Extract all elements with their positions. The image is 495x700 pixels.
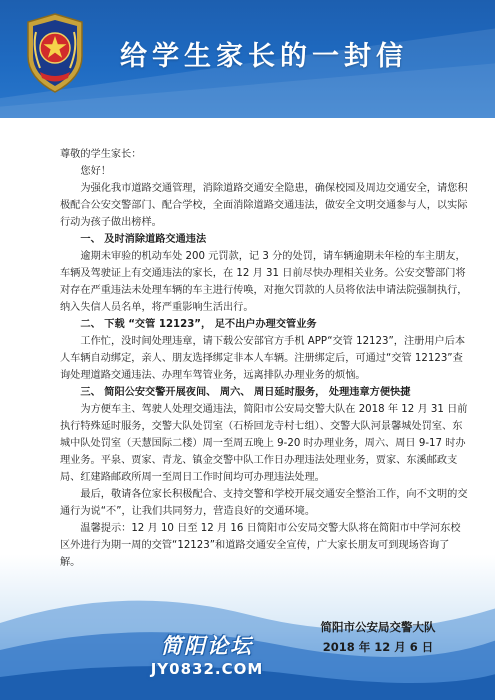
section-3-paragraph: 为方便车主、驾驶人处理交通违法，简阳市公安局交警大队在 2018 年 12 月 31 日前执行特殊延时服务，交警大队处罚室（石桥回龙寺村七组）、交警大队河景馨城处罚室、东城中队处罚室（天慧国际二楼）周一至周五晚上 9-20 时办理业务，周六、周日 9-17 时办理业务。平泉、贾家、青龙、镇金交警中队工作日办理违法处理业务，贾家、东溪邮政支局、红建路邮政所周一至周日工作时间均可办理违法处理。 bbox=[60, 404, 468, 483]
section-1-paragraph: 逾期未审验的机动车处 200 元罚款，记 3 分的处罚，请车辆逾期未年检的车主朋友，车辆及驾驶证上有交通违法的家长，在 12 月 31 日前尽快办理相关业务。公安交警部门将对存在严重违法未处理车辆的车主进行传唤，对拖欠罚款的人员将依法申请法院强制执行，纳入失信人员名单，将严重影响生活出行。 bbox=[60, 251, 468, 313]
reminder-paragraph: 温馨提示：12 月 10 日至 12 月 16 日简阳市公安局交警大队将在简阳市中学河东校区外进行为期一周的交管“12123”和道路交通安全宣传，广大家长朋友可到现场咨询了解。 bbox=[60, 523, 461, 568]
signature-date: 2018 年 12 月 6 日 bbox=[322, 640, 434, 654]
forum-watermark bbox=[142, 630, 272, 690]
section-2-paragraph: 工作忙，没时间处理违章，请下载公安部官方手机 APP“交管 12123”，注册用户后本人车辆自动绑定，亲人、朋友选择绑定非本人车辆。注册绑定后，可通过“交管 12123”查询处理道路交通违法、办理车驾管业务，远离排队办理业务的烦恼。 bbox=[60, 336, 466, 381]
page-title: 给学生家长的一封信 bbox=[120, 41, 408, 72]
letter-body bbox=[60, 146, 468, 571]
salutation: 尊敬的学生家长： bbox=[60, 149, 142, 160]
police-emblem-icon bbox=[22, 12, 88, 96]
signature-block bbox=[298, 617, 458, 657]
watermark-line-1: 简阳论坛 bbox=[161, 634, 253, 658]
greeting: 您好！ bbox=[80, 166, 111, 177]
closing-paragraph: 最后，敬请各位家长积极配合、支持交警和学校开展交通安全整治工作，向不文明的交通行为说“不”，让我们共同努力，营造良好的交通环境。 bbox=[60, 489, 468, 517]
signature: 简阳市公安局交警大队 bbox=[320, 620, 436, 634]
intro-paragraph: 为强化我市道路交通管理，消除道路交通安全隐患，确保校园及周边交通安全，请您积极配合公安交警部门、配合学校，全面消除道路交通违法，做安全文明交通参与人，以实际行动为孩子做出榜样。 bbox=[60, 183, 468, 228]
section-heading-3: 三、 简阳公安交警开展夜间、 周六、 周日延时服务， 处理违章方便快捷 bbox=[80, 387, 411, 398]
section-heading-1: 一、 及时消除道路交通违法 bbox=[80, 234, 207, 245]
watermark-line-2: JY0832.COM bbox=[150, 660, 264, 678]
header-banner bbox=[0, 0, 495, 118]
section-heading-2: 二、 下载 “交管 12123”， 足不出户办理交管业务 bbox=[80, 319, 317, 330]
